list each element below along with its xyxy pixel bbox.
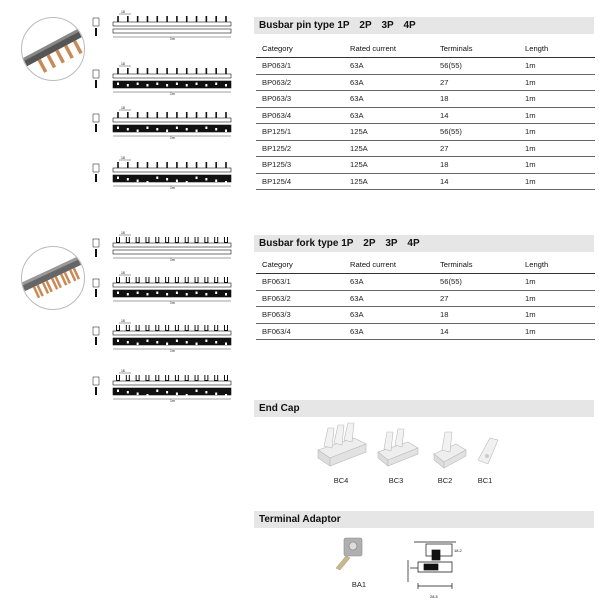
terminals-cell: 27 (434, 74, 519, 91)
busbar-drawing (93, 10, 231, 41)
ba-width-label: 28.5 (430, 594, 438, 599)
table-row (256, 91, 595, 108)
terminals-cell: 14 (434, 323, 519, 340)
table-row (256, 140, 595, 157)
busbar-fork-table (256, 256, 595, 340)
col-category: Category (256, 256, 344, 274)
rated-current-cell: 63A (344, 274, 434, 291)
length-label: 1m (170, 301, 175, 305)
pitch-label: 18 (121, 62, 125, 66)
rated-current-cell: 63A (344, 323, 434, 340)
bc3-image (378, 429, 418, 466)
bc1-label: BC1 (477, 476, 493, 485)
terminals-cell: 18 (434, 307, 519, 324)
category-cell: BP063/4 (256, 107, 344, 124)
length-label: 1m (170, 37, 175, 41)
col-category: Category (256, 40, 344, 58)
busbar-drawing (93, 319, 231, 353)
length-cell: 1m (519, 290, 595, 307)
pitch-label: 18 (121, 271, 125, 275)
rated-current-cell: 63A (344, 107, 434, 124)
table-row (256, 307, 595, 324)
end-cap-images (312, 420, 512, 472)
category-cell: BP063/2 (256, 74, 344, 91)
rated-current-cell: 125A (344, 173, 434, 190)
terminal-adaptor-drawing (404, 536, 468, 602)
pitch-label: 18 (121, 369, 125, 373)
terminals-cell: 56(55) (434, 274, 519, 291)
rated-current-cell: 63A (344, 290, 434, 307)
length-cell: 1m (519, 91, 595, 108)
category-cell: BP125/4 (256, 173, 344, 190)
category-cell: BP063/3 (256, 91, 344, 108)
ba1-label: BA1 (351, 580, 367, 589)
length-cell: 1m (519, 124, 595, 141)
length-label: 1m (170, 186, 175, 190)
rated-current-cell: 63A (344, 74, 434, 91)
terminals-cell: 27 (434, 140, 519, 157)
length-label: 1m (170, 399, 175, 403)
busbar-pin-photo (21, 17, 85, 81)
rated-current-cell: 63A (344, 91, 434, 108)
length-label: 1m (170, 258, 175, 262)
table-row (256, 124, 595, 141)
length-label: 1m (170, 349, 175, 353)
category-cell: BP063/1 (256, 58, 344, 75)
category-cell: BP125/1 (256, 124, 344, 141)
table-header-row (256, 40, 595, 58)
category-cell: BF063/3 (256, 307, 344, 324)
terminals-cell: 18 (434, 157, 519, 174)
category-cell: BF063/2 (256, 290, 344, 307)
rated-current-cell: 125A (344, 157, 434, 174)
length-cell: 1m (519, 307, 595, 324)
category-cell: BF063/1 (256, 274, 344, 291)
length-cell: 1m (519, 107, 595, 124)
col-rated-current: Rated current (344, 256, 434, 274)
bc4-label: BC4 (333, 476, 349, 485)
col-rated-current: Rated current (344, 40, 434, 58)
pitch-label: 18 (121, 10, 125, 14)
pitch-label: 18 (121, 156, 125, 160)
rated-current-cell: 125A (344, 124, 434, 141)
busbar-fork-drawings (85, 231, 245, 426)
busbar-drawing (93, 369, 231, 403)
length-cell: 1m (519, 157, 595, 174)
busbar-fork-header: Busbar fork type 1P 2P 3P 4P (254, 235, 594, 252)
bc2-image (434, 432, 466, 468)
terminal-adaptor-header: Terminal Adaptor (254, 511, 594, 528)
bc4-image (318, 423, 366, 466)
table-row (256, 157, 595, 174)
terminals-cell: 56(55) (434, 58, 519, 75)
length-cell: 1m (519, 140, 595, 157)
terminals-cell: 14 (434, 107, 519, 124)
terminal-adaptor-image (328, 534, 372, 578)
table-row (256, 173, 595, 190)
busbar-pin-drawings (85, 8, 243, 208)
category-cell: BP125/3 (256, 157, 344, 174)
length-cell: 1m (519, 74, 595, 91)
busbar-drawing (93, 271, 231, 305)
category-cell: BF063/4 (256, 323, 344, 340)
bc1-image (478, 438, 498, 464)
busbar-drawing (93, 231, 231, 262)
pitch-label: 18 (121, 106, 125, 110)
table-row (256, 323, 595, 340)
end-cap-header: End Cap (254, 400, 594, 417)
table-row (256, 290, 595, 307)
bc3-label: BC3 (388, 476, 404, 485)
ba-height-label: 18.2 (454, 548, 462, 553)
busbar-drawing (93, 156, 231, 190)
bc2-label: BC2 (437, 476, 453, 485)
busbar-drawing (93, 106, 231, 140)
pitch-label: 18 (121, 319, 125, 323)
length-cell: 1m (519, 323, 595, 340)
terminals-cell: 27 (434, 290, 519, 307)
length-label: 1m (170, 92, 175, 96)
col-length: Length (519, 40, 595, 58)
length-cell: 1m (519, 58, 595, 75)
table-row (256, 58, 595, 75)
busbar-pin-header: Busbar pin type 1P 2P 3P 4P (254, 17, 594, 34)
busbar-pin-table (256, 40, 595, 190)
rated-current-cell: 125A (344, 140, 434, 157)
length-label: 1m (170, 136, 175, 140)
terminals-cell: 14 (434, 173, 519, 190)
pitch-label: 18 (121, 231, 125, 235)
rated-current-cell: 63A (344, 307, 434, 324)
col-length: Length (519, 256, 595, 274)
busbar-drawing (93, 62, 231, 96)
category-cell: BP125/2 (256, 140, 344, 157)
col-terminals: Terminals (434, 256, 519, 274)
table-row (256, 74, 595, 91)
table-row (256, 274, 595, 291)
busbar-fork-photo (21, 246, 85, 310)
col-terminals: Terminals (434, 40, 519, 58)
length-cell: 1m (519, 173, 595, 190)
length-cell: 1m (519, 274, 595, 291)
table-row (256, 107, 595, 124)
table-header-row (256, 256, 595, 274)
rated-current-cell: 63A (344, 58, 434, 75)
terminals-cell: 18 (434, 91, 519, 108)
terminals-cell: 56(55) (434, 124, 519, 141)
